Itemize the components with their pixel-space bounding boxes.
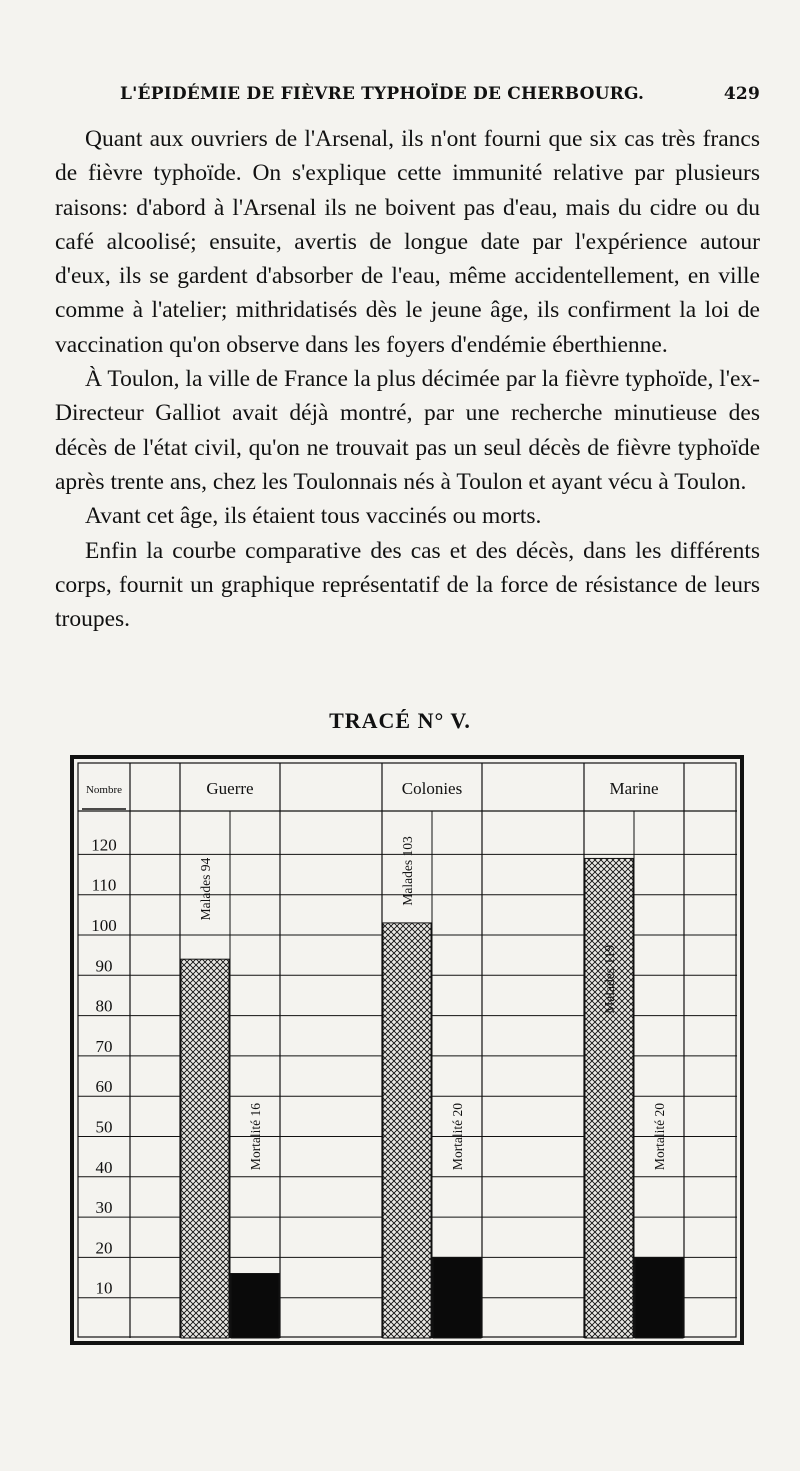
y-tick-label: 30: [95, 1198, 113, 1218]
y-tick-label: 10: [95, 1278, 113, 1298]
page-number: 429: [723, 84, 760, 104]
mortalite-bar: [635, 1257, 683, 1338]
malades-bar: [181, 959, 229, 1338]
y-tick-label: 80: [95, 996, 113, 1016]
y-tick-label: 20: [95, 1238, 113, 1258]
group-header-label: Colonies: [401, 779, 463, 798]
paragraph: Enfin la courbe comparative des cas et des décès, dans les différents corps, fournit un graphique représentatif de la force de résistance de leurs troupes.: [55, 537, 760, 633]
y-tick-label: 70: [95, 1036, 113, 1056]
bar-label: Mortalité 20: [450, 1102, 465, 1171]
y-tick-label: 100: [91, 916, 117, 935]
mortalite-bar: [231, 1274, 279, 1338]
running-header: [60, 84, 760, 104]
y-tick-label: 40: [95, 1157, 113, 1177]
group-header-label: Marine: [609, 779, 659, 798]
y-tick-label: 90: [95, 956, 113, 976]
malades-bar: [383, 923, 431, 1338]
y-axis-header: Nombre: [85, 784, 123, 796]
bar-label: Malades 119: [602, 944, 617, 1014]
mortalite-bar: [433, 1257, 481, 1338]
y-tick-label: 60: [95, 1077, 113, 1097]
bar-chart: [70, 755, 746, 1351]
bar-label: Malades 94: [198, 857, 213, 921]
y-tick-label: 110: [91, 875, 117, 895]
running-title: L'ÉPIDÉMIE DE FIÈVRE TYPHOÏDE DE CHERBOURG.: [120, 84, 645, 104]
y-tick-label: 50: [95, 1117, 113, 1137]
bar-label: Mortalité 20: [652, 1102, 667, 1171]
y-tick-label: 120: [91, 835, 117, 855]
bar-label: Mortalité 16: [248, 1102, 263, 1171]
paragraph: À Toulon, la ville de France la plus décimée par la fièvre typhoïde, l'ex-Directeur Galliot avait déjà montré, par une recherche minutieuse des décès de l'état civil, qu'on ne trouvait pas un seul décès de fièvre typhoïde après trente ans, chez les Toulonnais nés à Toulon et ayant vécu à Toulon.: [55, 366, 760, 495]
bar-label: Malades 103: [400, 836, 415, 906]
group-header-label: Guerre: [206, 779, 254, 798]
figure-title: TRACÉ N° V.: [329, 708, 471, 733]
paragraph: Avant cet âge, ils étaient tous vaccinés ou morts.: [85, 503, 542, 530]
malades-bar: [585, 858, 633, 1338]
body-text: [55, 122, 760, 636]
paragraph: Quant aux ouvriers de l'Arsenal, ils n'ont fourni que six cas très francs de fièvre typhoïde. On s'explique cette immunité relative par plusieurs raisons: d'abord à l'Arsenal ils ne boivent pas d'eau, mais du cidre ou du café alcoolisé; ensuite, avertis de longue date par l'expérience autour d'eux, ils se gardent d'absorber de l'eau, même accidentellement, en ville comme à l'atelier; mithridatisés dès le jeune âge, ils confirment la loi de vaccination qu'on observe dans les foyers d'endémie éberthienne.: [55, 126, 760, 358]
